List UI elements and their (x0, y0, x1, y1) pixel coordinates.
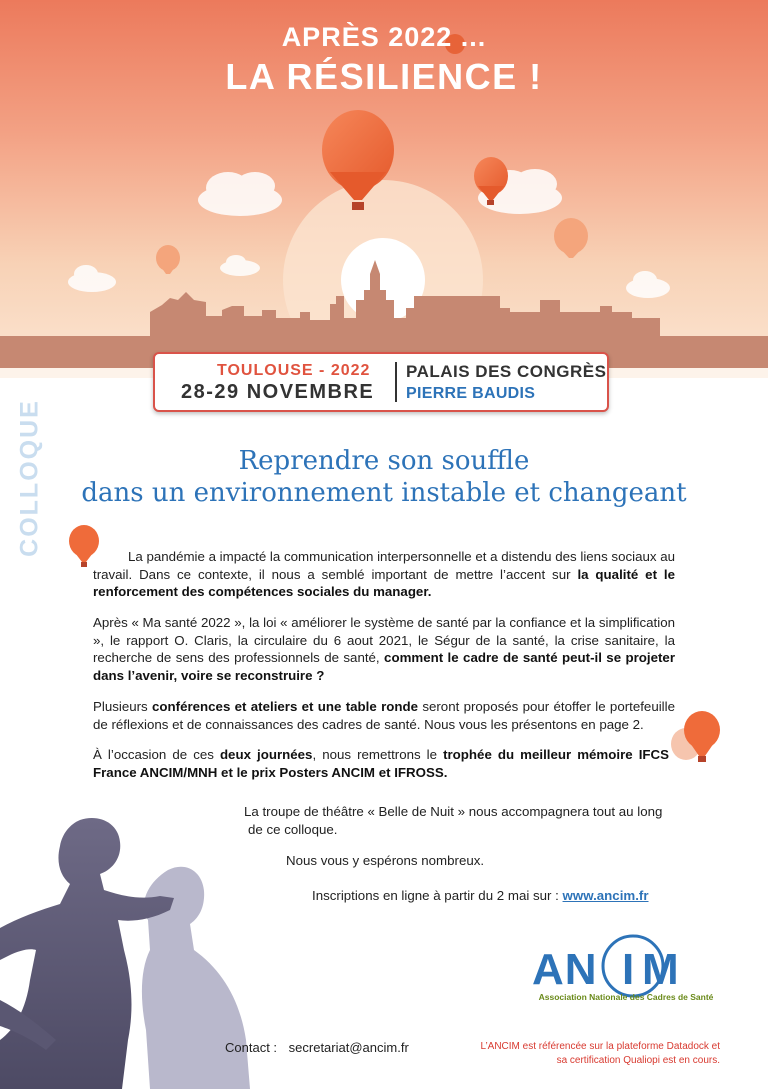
subtitle-line2: dans un environnement instable et changeant (81, 478, 687, 508)
p4-bold-d: trophée du meilleur mémoire IFCS France ANCIM/MNH et le prix Posters ANCIM et IFROSS. (93, 747, 669, 780)
event-venue: PALAIS DES CONGRÈS (406, 362, 607, 381)
people-silhouette (0, 800, 260, 1089)
svg-text:I: I (622, 945, 635, 994)
p4-bold-b: deux journées (219, 747, 313, 762)
event-dates: 28-29 NOVEMBRE (181, 381, 375, 403)
p3-text-a: Plusieurs (93, 699, 152, 714)
event-city-year: TOULOUSE - 2022 (217, 362, 371, 379)
paragraph-6: Nous vous y espérons nombreux. (286, 853, 485, 868)
note-line1: L’ANCIM est référencée sur la plateforme Datadock et (480, 1041, 720, 1052)
contact-block (225, 1040, 409, 1055)
p2-text: Après « Ma santé 2022 », la loi « améliorer le système de santé par la confiance et la simplification », le rapport O. Claris, la circulaire du 6 aout 2021, le Ségur de la santé, la crise sanitaire, la recherche de sens des professionnels de santé, (93, 615, 675, 665)
ancim-logo-text: AN (532, 945, 598, 994)
note-line2: sa certification Qualiopi est en cours. (556, 1055, 720, 1066)
colloque-label: COLLOQUE (15, 399, 44, 557)
ancim-tagline: Association Nationale des Cadres de Santé (538, 992, 714, 1002)
paragraph-2 (93, 614, 675, 684)
contact-label: Contact : (225, 1040, 278, 1055)
event-info-box (153, 352, 609, 412)
p2-bold: comment le cadre de santé peut-il se projeter dans l’avenir, voire se reconstruire ? (93, 650, 675, 683)
p7-text: Inscriptions en ligne à partir du 2 mai sur : (312, 888, 563, 903)
ancim-logo-text-m: M (642, 945, 679, 994)
p4-text-c: , nous remettrons le (312, 747, 444, 762)
paragraph-1 (93, 548, 675, 601)
certification-note (410, 1040, 720, 1068)
website-link[interactable]: www.ancim.fr (562, 888, 649, 903)
p4-text-a: À l’occasion de ces (93, 747, 220, 762)
p3-text-c: seront proposés pour étoffer le portefeuille de réflexions et de connaissances des cadres de santé. Nous vous les présentons en page 2. (93, 699, 675, 732)
paragraph-3 (93, 698, 675, 733)
p5-line2: de ce colloque. (248, 821, 338, 837)
headline-line2: LA RÉSILIENCE ! (225, 56, 543, 97)
contact-email[interactable]: secretariat@ancim.fr (288, 1040, 409, 1055)
headline-line1: APRÈS 2022 ... (281, 22, 487, 52)
subtitle-line1: Reprendre son souffle (238, 446, 530, 476)
paragraph-4 (93, 746, 669, 781)
paragraph-5 (244, 803, 676, 838)
p1-text: La pandémie a impacté la communication interpersonnelle et a distendu des liens sociaux au travail. Dans ce contexte, il nous a semblé important de mettre l’accent sur (93, 549, 675, 582)
event-venue-name: PIERRE BAUDIS (406, 385, 536, 402)
p3-bold: conférences et ateliers et une table ronde (152, 699, 419, 714)
balloon-right-icon (668, 706, 724, 772)
p5-line1: La troupe de théâtre « Belle de Nuit » nous accompagnera tout au long (244, 804, 663, 819)
p1-bold: la qualité et le renforcement des compétences sociales du manager. (93, 566, 676, 599)
info-divider (395, 362, 397, 402)
paragraph-7 (312, 887, 692, 905)
